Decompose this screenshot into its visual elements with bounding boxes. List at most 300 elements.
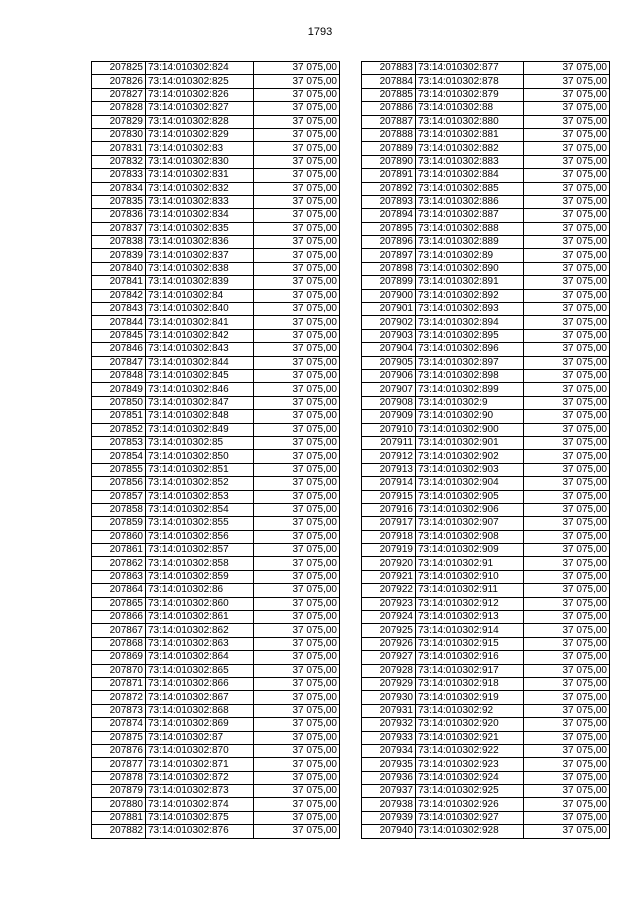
table-row <box>362 570 610 583</box>
table-row <box>92 557 340 570</box>
cadastral-number: 73:14:010302:842 <box>146 329 254 342</box>
table-row <box>92 624 340 637</box>
cadastral-value: 37 075,00 <box>524 236 610 249</box>
table-row <box>92 396 340 409</box>
cadastral-number: 73:14:010302:884 <box>416 169 524 182</box>
cadastral-number: 73:14:010302:915 <box>416 637 524 650</box>
cadastral-number: 73:14:010302:896 <box>416 343 524 356</box>
cadastral-number: 73:14:010302:898 <box>416 369 524 382</box>
record-number: 207875 <box>92 731 146 744</box>
table-row <box>362 704 610 717</box>
cadastral-value: 37 075,00 <box>254 142 340 155</box>
record-number: 207857 <box>92 490 146 503</box>
record-number: 207925 <box>362 624 416 637</box>
table-row <box>362 249 610 262</box>
cadastral-value: 37 075,00 <box>524 222 610 235</box>
record-number: 207840 <box>92 262 146 275</box>
register-table-left <box>91 61 340 839</box>
cadastral-value: 37 075,00 <box>254 463 340 476</box>
cadastral-number: 73:14:010302:844 <box>146 356 254 369</box>
cadastral-number: 73:14:010302:860 <box>146 597 254 610</box>
record-number: 207856 <box>92 477 146 490</box>
record-number: 207930 <box>362 691 416 704</box>
cadastral-number: 73:14:010302:913 <box>416 611 524 624</box>
cadastral-value: 37 075,00 <box>254 637 340 650</box>
record-number: 207909 <box>362 410 416 423</box>
record-number: 207887 <box>362 115 416 128</box>
record-number: 207903 <box>362 329 416 342</box>
table-row <box>92 88 340 101</box>
cadastral-number: 73:14:010302:889 <box>416 236 524 249</box>
cadastral-value: 37 075,00 <box>524 530 610 543</box>
cadastral-value: 37 075,00 <box>524 570 610 583</box>
cadastral-value: 37 075,00 <box>254 584 340 597</box>
cadastral-value: 37 075,00 <box>524 142 610 155</box>
register-table-right <box>361 61 610 839</box>
table-row <box>92 195 340 208</box>
cadastral-number: 73:14:010302:827 <box>146 102 254 115</box>
cadastral-number: 73:14:010302:909 <box>416 544 524 557</box>
cadastral-number: 73:14:010302:922 <box>416 744 524 757</box>
record-number: 207851 <box>92 410 146 423</box>
cadastral-value: 37 075,00 <box>254 771 340 784</box>
cadastral-number: 73:14:010302:89 <box>416 249 524 262</box>
cadastral-number: 73:14:010302:904 <box>416 477 524 490</box>
cadastral-value: 37 075,00 <box>524 396 610 409</box>
table-row <box>362 128 610 141</box>
table-row <box>92 530 340 543</box>
record-number: 207907 <box>362 383 416 396</box>
record-number: 207939 <box>362 811 416 824</box>
record-number: 207929 <box>362 677 416 690</box>
record-number: 207841 <box>92 276 146 289</box>
record-number: 207862 <box>92 557 146 570</box>
cadastral-number: 73:14:010302:84 <box>146 289 254 302</box>
cadastral-number: 73:14:010302:848 <box>146 410 254 423</box>
table-row <box>362 343 610 356</box>
cadastral-value: 37 075,00 <box>254 557 340 570</box>
record-number: 207858 <box>92 503 146 516</box>
table-row <box>92 664 340 677</box>
cadastral-number: 73:14:010302:919 <box>416 691 524 704</box>
cadastral-value: 37 075,00 <box>524 637 610 650</box>
cadastral-number: 73:14:010302:864 <box>146 651 254 664</box>
cadastral-value: 37 075,00 <box>524 209 610 222</box>
record-number: 207827 <box>92 88 146 101</box>
record-number: 207832 <box>92 155 146 168</box>
cadastral-value: 37 075,00 <box>254 677 340 690</box>
table-row <box>362 611 610 624</box>
table-row <box>92 329 340 342</box>
cadastral-value: 37 075,00 <box>524 704 610 717</box>
cadastral-number: 73:14:010302:900 <box>416 423 524 436</box>
table-row <box>362 115 610 128</box>
record-number: 207902 <box>362 316 416 329</box>
table-row <box>92 316 340 329</box>
cadastral-number: 73:14:010302:835 <box>146 222 254 235</box>
cadastral-number: 73:14:010302:877 <box>416 62 524 75</box>
cadastral-value: 37 075,00 <box>524 771 610 784</box>
table-row <box>92 222 340 235</box>
cadastral-number: 73:14:010302:858 <box>146 557 254 570</box>
table-row <box>92 356 340 369</box>
cadastral-value: 37 075,00 <box>254 691 340 704</box>
record-number: 207837 <box>92 222 146 235</box>
record-number: 207890 <box>362 155 416 168</box>
cadastral-value: 37 075,00 <box>524 544 610 557</box>
cadastral-value: 37 075,00 <box>254 811 340 824</box>
cadastral-value: 37 075,00 <box>254 316 340 329</box>
table-row <box>362 396 610 409</box>
cadastral-value: 37 075,00 <box>524 62 610 75</box>
record-number: 207918 <box>362 530 416 543</box>
table-row <box>92 410 340 423</box>
record-number: 207921 <box>362 570 416 583</box>
cadastral-number: 73:14:010302:903 <box>416 463 524 476</box>
cadastral-value: 37 075,00 <box>524 115 610 128</box>
cadastral-number: 73:14:010302:907 <box>416 517 524 530</box>
record-number: 207877 <box>92 758 146 771</box>
record-number: 207838 <box>92 236 146 249</box>
cadastral-value: 37 075,00 <box>524 624 610 637</box>
table-row <box>362 383 610 396</box>
cadastral-value: 37 075,00 <box>524 316 610 329</box>
cadastral-number: 73:14:010302:906 <box>416 503 524 516</box>
cadastral-value: 37 075,00 <box>524 262 610 275</box>
record-number: 207938 <box>362 798 416 811</box>
cadastral-value: 37 075,00 <box>524 369 610 382</box>
table-row <box>362 637 610 650</box>
cadastral-value: 37 075,00 <box>524 169 610 182</box>
table-row <box>362 503 610 516</box>
cadastral-value: 37 075,00 <box>254 744 340 757</box>
record-number: 207886 <box>362 102 416 115</box>
table-row <box>362 169 610 182</box>
cadastral-number: 73:14:010302:850 <box>146 450 254 463</box>
record-number: 207934 <box>362 744 416 757</box>
table-row <box>92 182 340 195</box>
cadastral-value: 37 075,00 <box>254 477 340 490</box>
cadastral-value: 37 075,00 <box>524 785 610 798</box>
record-number: 207830 <box>92 128 146 141</box>
cadastral-value: 37 075,00 <box>524 677 610 690</box>
cadastral-number: 73:14:010302:86 <box>146 584 254 597</box>
cadastral-number: 73:14:010302:897 <box>416 356 524 369</box>
cadastral-number: 73:14:010302:910 <box>416 570 524 583</box>
table-row <box>92 369 340 382</box>
cadastral-value: 37 075,00 <box>524 664 610 677</box>
cadastral-number: 73:14:010302:871 <box>146 758 254 771</box>
cadastral-number: 73:14:010302:855 <box>146 517 254 530</box>
record-number: 207932 <box>362 718 416 731</box>
record-number: 207915 <box>362 490 416 503</box>
cadastral-number: 73:14:010302:865 <box>146 664 254 677</box>
table-row <box>362 677 610 690</box>
cadastral-value: 37 075,00 <box>524 423 610 436</box>
cadastral-value: 37 075,00 <box>254 423 340 436</box>
cadastral-value: 37 075,00 <box>524 329 610 342</box>
cadastral-value: 37 075,00 <box>524 463 610 476</box>
cadastral-number: 73:14:010302:862 <box>146 624 254 637</box>
table-row <box>92 651 340 664</box>
record-number: 207906 <box>362 369 416 382</box>
cadastral-number: 73:14:010302:852 <box>146 477 254 490</box>
record-number: 207905 <box>362 356 416 369</box>
table-row <box>362 517 610 530</box>
record-number: 207893 <box>362 195 416 208</box>
cadastral-value: 37 075,00 <box>254 410 340 423</box>
record-number: 207935 <box>362 758 416 771</box>
record-number: 207853 <box>92 436 146 449</box>
cadastral-number: 73:14:010302:926 <box>416 798 524 811</box>
record-number: 207871 <box>92 677 146 690</box>
cadastral-value: 37 075,00 <box>254 62 340 75</box>
cadastral-value: 37 075,00 <box>524 436 610 449</box>
table-row <box>362 450 610 463</box>
table-row <box>92 383 340 396</box>
cadastral-number: 73:14:010302:854 <box>146 503 254 516</box>
cadastral-value: 37 075,00 <box>254 356 340 369</box>
cadastral-value: 37 075,00 <box>524 731 610 744</box>
record-number: 207937 <box>362 785 416 798</box>
table-row <box>92 637 340 650</box>
cadastral-value: 37 075,00 <box>254 651 340 664</box>
cadastral-value: 37 075,00 <box>524 718 610 731</box>
cadastral-value: 37 075,00 <box>254 503 340 516</box>
cadastral-number: 73:14:010302:856 <box>146 530 254 543</box>
table-row <box>362 410 610 423</box>
cadastral-number: 73:14:010302:838 <box>146 262 254 275</box>
table-row <box>362 236 610 249</box>
cadastral-value: 37 075,00 <box>254 664 340 677</box>
record-number: 207849 <box>92 383 146 396</box>
cadastral-value: 37 075,00 <box>254 825 340 838</box>
record-number: 207889 <box>362 142 416 155</box>
cadastral-value: 37 075,00 <box>254 704 340 717</box>
cadastral-value: 37 075,00 <box>254 597 340 610</box>
table-row <box>92 611 340 624</box>
cadastral-number: 73:14:010302:861 <box>146 611 254 624</box>
record-number: 207869 <box>92 651 146 664</box>
table-row <box>362 811 610 824</box>
table-row <box>92 303 340 316</box>
cadastral-value: 37 075,00 <box>524 356 610 369</box>
table-row <box>92 262 340 275</box>
table-row <box>92 597 340 610</box>
cadastral-number: 73:14:010302:846 <box>146 383 254 396</box>
table-row <box>92 677 340 690</box>
record-number: 207899 <box>362 276 416 289</box>
cadastral-value: 37 075,00 <box>254 329 340 342</box>
table-row <box>92 771 340 784</box>
table-row <box>92 75 340 88</box>
cadastral-number: 73:14:010302:887 <box>416 209 524 222</box>
cadastral-value: 37 075,00 <box>524 503 610 516</box>
record-number: 207870 <box>92 664 146 677</box>
cadastral-value: 37 075,00 <box>254 115 340 128</box>
cadastral-number: 73:14:010302:876 <box>146 825 254 838</box>
cadastral-number: 73:14:010302:881 <box>416 128 524 141</box>
table-row <box>92 490 340 503</box>
record-number: 207919 <box>362 544 416 557</box>
table-row <box>92 423 340 436</box>
record-number: 207888 <box>362 128 416 141</box>
table-row <box>92 343 340 356</box>
record-number: 207920 <box>362 557 416 570</box>
table-row <box>362 142 610 155</box>
cadastral-number: 73:14:010302:847 <box>146 396 254 409</box>
record-number: 207914 <box>362 477 416 490</box>
record-number: 207900 <box>362 289 416 302</box>
cadastral-number: 73:14:010302:879 <box>416 88 524 101</box>
table-row <box>92 584 340 597</box>
record-number: 207922 <box>362 584 416 597</box>
cadastral-number: 73:14:010302:836 <box>146 236 254 249</box>
cadastral-value: 37 075,00 <box>254 798 340 811</box>
cadastral-value: 37 075,00 <box>524 611 610 624</box>
record-number: 207826 <box>92 75 146 88</box>
record-number: 207912 <box>362 450 416 463</box>
table-row <box>362 544 610 557</box>
cadastral-value: 37 075,00 <box>524 102 610 115</box>
record-number: 207846 <box>92 343 146 356</box>
table-row <box>92 436 340 449</box>
cadastral-value: 37 075,00 <box>254 128 340 141</box>
cadastral-number: 73:14:010302:927 <box>416 811 524 824</box>
cadastral-value: 37 075,00 <box>524 691 610 704</box>
table-row <box>362 62 610 75</box>
cadastral-number: 73:14:010302:841 <box>146 316 254 329</box>
record-number: 207859 <box>92 517 146 530</box>
cadastral-value: 37 075,00 <box>524 798 610 811</box>
record-number: 207913 <box>362 463 416 476</box>
cadastral-number: 73:14:010302:923 <box>416 758 524 771</box>
cadastral-value: 37 075,00 <box>254 517 340 530</box>
table-row <box>92 450 340 463</box>
record-number: 207825 <box>92 62 146 75</box>
cadastral-number: 73:14:010302:883 <box>416 155 524 168</box>
record-number: 207833 <box>92 169 146 182</box>
cadastral-value: 37 075,00 <box>524 557 610 570</box>
cadastral-number: 73:14:010302:843 <box>146 343 254 356</box>
cadastral-value: 37 075,00 <box>254 343 340 356</box>
table-row <box>362 731 610 744</box>
cadastral-number: 73:14:010302:824 <box>146 62 254 75</box>
record-number: 207895 <box>362 222 416 235</box>
cadastral-value: 37 075,00 <box>524 182 610 195</box>
record-number: 207863 <box>92 570 146 583</box>
table-row <box>362 436 610 449</box>
cadastral-number: 73:14:010302:91 <box>416 557 524 570</box>
record-number: 207861 <box>92 544 146 557</box>
cadastral-value: 37 075,00 <box>524 758 610 771</box>
cadastral-value: 37 075,00 <box>254 222 340 235</box>
record-number: 207873 <box>92 704 146 717</box>
table-row <box>362 584 610 597</box>
record-number: 207829 <box>92 115 146 128</box>
cadastral-number: 73:14:010302:849 <box>146 423 254 436</box>
table-row <box>362 477 610 490</box>
record-number: 207855 <box>92 463 146 476</box>
table-row <box>362 356 610 369</box>
table-row <box>362 691 610 704</box>
cadastral-value: 37 075,00 <box>524 88 610 101</box>
cadastral-number: 73:14:010302:87 <box>146 731 254 744</box>
table-row <box>362 182 610 195</box>
cadastral-value: 37 075,00 <box>254 236 340 249</box>
cadastral-value: 37 075,00 <box>254 262 340 275</box>
cadastral-number: 73:14:010302:890 <box>416 262 524 275</box>
cadastral-number: 73:14:010302:908 <box>416 530 524 543</box>
table-row <box>92 209 340 222</box>
cadastral-number: 73:14:010302:905 <box>416 490 524 503</box>
cadastral-value: 37 075,00 <box>524 128 610 141</box>
cadastral-number: 73:14:010302:826 <box>146 88 254 101</box>
cadastral-value: 37 075,00 <box>254 249 340 262</box>
table-row <box>92 731 340 744</box>
cadastral-number: 73:14:010302:833 <box>146 195 254 208</box>
record-number: 207848 <box>92 369 146 382</box>
cadastral-number: 73:14:010302:869 <box>146 718 254 731</box>
cadastral-number: 73:14:010302:895 <box>416 329 524 342</box>
page-number: 1793 <box>307 26 333 38</box>
record-number: 207883 <box>362 62 416 75</box>
cadastral-number: 73:14:010302:912 <box>416 597 524 610</box>
record-number: 207884 <box>362 75 416 88</box>
record-number: 207892 <box>362 182 416 195</box>
cadastral-number: 73:14:010302:899 <box>416 383 524 396</box>
record-number: 207876 <box>92 744 146 757</box>
cadastral-value: 37 075,00 <box>254 544 340 557</box>
table-row <box>362 557 610 570</box>
cadastral-value: 37 075,00 <box>524 744 610 757</box>
cadastral-value: 37 075,00 <box>254 75 340 88</box>
cadastral-number: 73:14:010302:859 <box>146 570 254 583</box>
cadastral-number: 73:14:010302:92 <box>416 704 524 717</box>
record-number: 207927 <box>362 651 416 664</box>
cadastral-value: 37 075,00 <box>254 490 340 503</box>
table-row <box>92 691 340 704</box>
cadastral-value: 37 075,00 <box>254 155 340 168</box>
cadastral-number: 73:14:010302:886 <box>416 195 524 208</box>
cadastral-number: 73:14:010302:873 <box>146 785 254 798</box>
cadastral-number: 73:14:010302:891 <box>416 276 524 289</box>
table-row <box>92 704 340 717</box>
cadastral-number: 73:14:010302:893 <box>416 303 524 316</box>
cadastral-value: 37 075,00 <box>524 195 610 208</box>
table-row <box>362 262 610 275</box>
table-row <box>362 209 610 222</box>
table-row <box>362 75 610 88</box>
cadastral-number: 73:14:010302:875 <box>146 811 254 824</box>
cadastral-value: 37 075,00 <box>254 195 340 208</box>
record-number: 207843 <box>92 303 146 316</box>
record-number: 207916 <box>362 503 416 516</box>
table-row <box>362 102 610 115</box>
record-number: 207844 <box>92 316 146 329</box>
cadastral-number: 73:14:010302:868 <box>146 704 254 717</box>
cadastral-value: 37 075,00 <box>254 785 340 798</box>
table-row <box>362 276 610 289</box>
cadastral-value: 37 075,00 <box>254 182 340 195</box>
cadastral-number: 73:14:010302:872 <box>146 771 254 784</box>
cadastral-number: 73:14:010302:925 <box>416 785 524 798</box>
table-row <box>362 155 610 168</box>
cadastral-number: 73:14:010302:830 <box>146 155 254 168</box>
cadastral-number: 73:14:010302:916 <box>416 651 524 664</box>
record-number: 207835 <box>92 195 146 208</box>
record-number: 207847 <box>92 356 146 369</box>
